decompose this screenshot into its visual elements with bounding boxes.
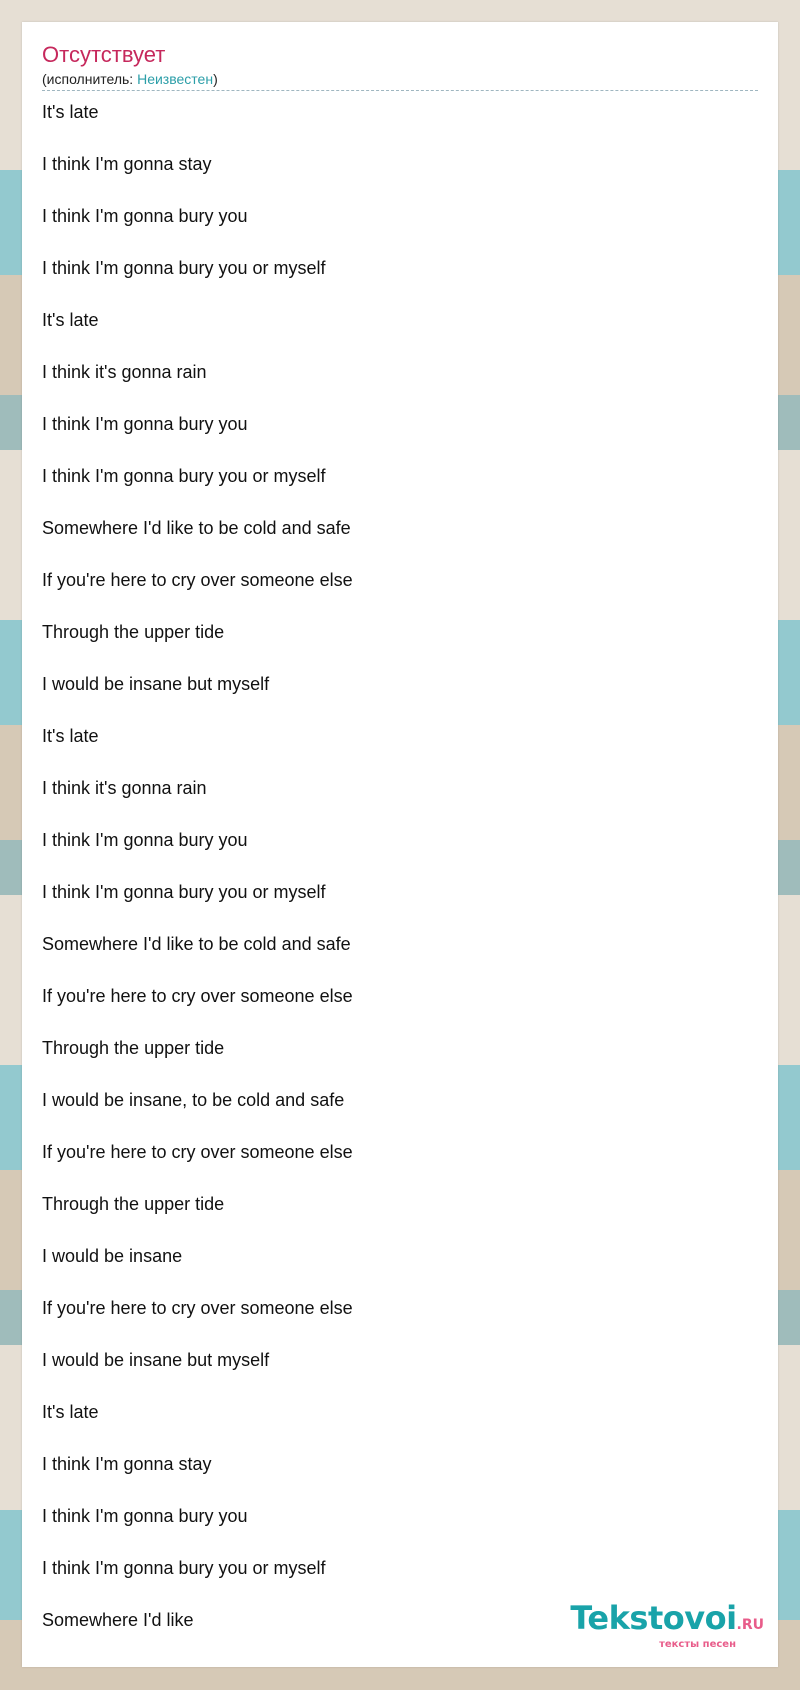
- artist-link[interactable]: Неизвестен: [137, 71, 214, 87]
- logo-wordmark: [570, 1599, 764, 1641]
- logo-name: Tekstovoi: [570, 1599, 737, 1637]
- lyric-line: I think I'm gonna bury you or myself: [42, 882, 326, 902]
- lyric-line: I would be insane: [42, 1246, 183, 1266]
- song-title: Отсутствует: [42, 42, 166, 67]
- lyric-line: I think it's gonna rain: [42, 362, 207, 382]
- artist-line: [42, 70, 758, 88]
- lyric-line: I think I'm gonna bury you: [42, 206, 248, 226]
- logo-tagline: тексты песен: [659, 1639, 736, 1650]
- song-header: [22, 22, 778, 88]
- lyric-line: Somewhere I'd like to be cold and safe: [42, 934, 351, 954]
- lyric-line: It's late: [42, 310, 99, 330]
- lyric-line: I would be insane but myself: [42, 674, 270, 694]
- lyric-line: Through the upper tide: [42, 1194, 225, 1214]
- site-logo[interactable]: [570, 1599, 764, 1651]
- lyric-line: I think I'm gonna bury you: [42, 1506, 248, 1526]
- lyric-line: Somewhere I'd like: [42, 1610, 194, 1630]
- lyric-line: I think I'm gonna bury you or myself: [42, 466, 326, 486]
- lyric-line: I think I'm gonna bury you: [42, 830, 248, 850]
- lyric-line: Somewhere I'd like to be cold and safe: [42, 518, 351, 538]
- lyric-line: I think I'm gonna bury you or myself: [42, 1558, 326, 1578]
- lyric-line: If you're here to cry over someone else: [42, 1142, 353, 1162]
- lyric-line: I think I'm gonna bury you or myself: [42, 258, 326, 278]
- lyric-line: Through the upper tide: [42, 622, 225, 642]
- lyric-line: I think I'm gonna stay: [42, 1454, 212, 1474]
- lyric-line: If you're here to cry over someone else: [42, 986, 353, 1006]
- lyric-line: It's late: [42, 1402, 99, 1422]
- lyric-line: I think it's gonna rain: [42, 778, 207, 798]
- lyric-line: I think I'm gonna stay: [42, 154, 212, 174]
- lyric-line: It's late: [42, 102, 99, 122]
- artist-prefix: (исполнитель:: [42, 71, 138, 87]
- lyric-line: Through the upper tide: [42, 1038, 225, 1058]
- logo-tld: .RU: [736, 1617, 764, 1633]
- lyrics-list: [22, 91, 778, 1651]
- lyric-line: It's late: [42, 726, 99, 746]
- lyric-line: I would be insane but myself: [42, 1350, 270, 1370]
- lyric-line: I would be insane, to be cold and safe: [42, 1090, 345, 1110]
- lyric-line: If you're here to cry over someone else: [42, 570, 353, 590]
- artist-suffix: ): [213, 71, 218, 87]
- lyric-line: If you're here to cry over someone else: [42, 1298, 353, 1318]
- lyric-line: I think I'm gonna bury you: [42, 414, 248, 434]
- lyrics-page: [22, 22, 778, 1667]
